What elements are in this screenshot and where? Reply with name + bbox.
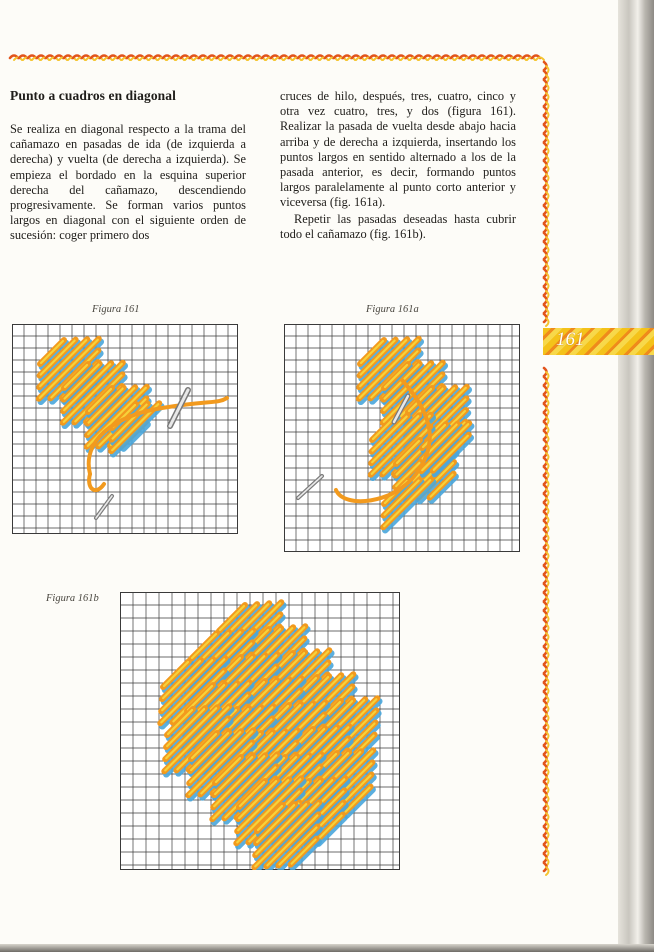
figure-161a-caption: Figura 161a	[366, 304, 419, 315]
figure-161	[12, 324, 238, 534]
border-top	[10, 56, 544, 61]
figure-161b	[120, 592, 400, 870]
page-number: 161	[556, 329, 585, 350]
section-title: Punto a cuadros en diagonal	[10, 88, 176, 103]
border-right	[544, 62, 549, 875]
paragraph-right-2: Repetir las pasadas deseadas hasta cubrir todo el cañamazo (fig. 161b).	[280, 211, 516, 241]
paragraph-right-1: cruces de hilo, después, tres, cuatro, cinco y otra vez cuatro, tres, y dos (figura 161). Realizar la pasada de vuelta desde abajo hacia arriba y de derecha a izquierda, insertando los puntos largos en sentido alternado a los de la pasada anterior, es decir, formando puntos largos paralelamente al punto corto anterior y viceversa (fig. 161a).	[280, 89, 516, 210]
figure-161a	[284, 324, 520, 552]
left-column	[10, 122, 246, 244]
right-column	[280, 89, 516, 242]
figure-161b-caption: Figura 161b	[46, 593, 99, 604]
figure-161-caption: Figura 161	[92, 304, 140, 315]
paragraph-left: Se realiza en diagonal respecto a la trama del cañamazo en pasadas de ida (de izquierda a derecha) y vuelta (de derecha a izquierda). Se empieza el bordado en la esquina superior derecha del cañamazo, descendiendo progresivamente. Se forman varios puntos largos en diagonal con el siguiente orden de sucesión: coger primero dos	[10, 122, 246, 243]
